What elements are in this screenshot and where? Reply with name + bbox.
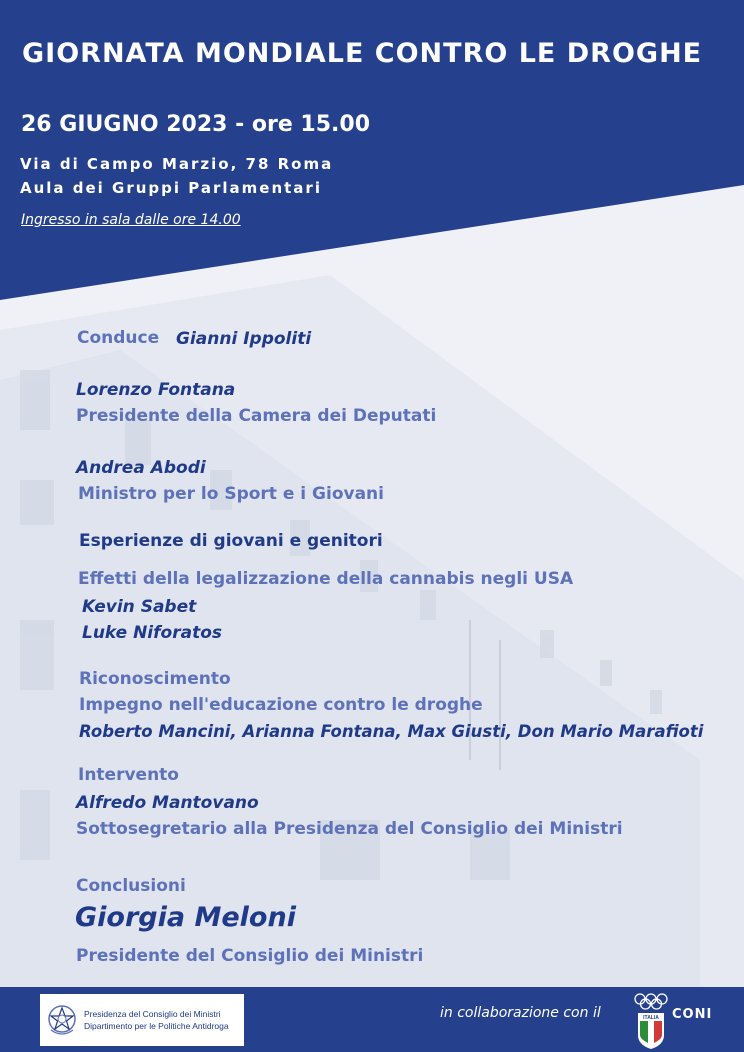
- italian-emblem-icon: [46, 1000, 78, 1040]
- conclusion-name: Giorgia Meloni: [75, 902, 296, 933]
- host-name: Gianni Ippoliti: [176, 329, 312, 349]
- government-logo: [40, 994, 244, 1046]
- speaker-name: Alfredo Mantovano: [76, 793, 259, 813]
- host-label: Conduce: [77, 328, 160, 348]
- footer-bar: [0, 987, 744, 1052]
- speaker-name: Kevin Sabet: [82, 597, 197, 617]
- experiences-item: Esperienze di giovani e genitori: [79, 531, 383, 551]
- coni-label: CONI: [672, 1007, 713, 1022]
- speaker-name: Andrea Abodi: [76, 458, 206, 478]
- event-date-time: 26 GIUGNO 2023 - ore 15.00: [21, 112, 371, 137]
- award-label: Riconoscimento: [79, 669, 231, 689]
- coni-small-label: ITALIA: [643, 1015, 659, 1021]
- event-title: GIORNATA MONDIALE CONTRO LE DROGHE: [22, 38, 703, 69]
- collaboration-text: in collaborazione con il: [440, 1005, 601, 1021]
- speaker-role: Sottosegretario alla Presidenza del Consiglio dei Ministri: [76, 819, 623, 839]
- speaker-role: Presidente della Camera dei Deputati: [76, 406, 437, 426]
- speaker-role: Ministro per lo Sport e i Giovani: [78, 484, 384, 504]
- org-name-line1: Presidenza del Consiglio dei Ministri: [84, 1009, 221, 1019]
- conclusion-label: Conclusioni: [76, 876, 186, 896]
- award-topic: Impegno nell'educazione contro le droghe: [79, 695, 483, 715]
- speaker-name: Lorenzo Fontana: [76, 380, 236, 400]
- org-name-line2: Dipartimento per le Politiche Antidroga: [84, 1021, 229, 1031]
- entry-note: Ingresso in sala dalle ore 14.00: [21, 212, 241, 228]
- award-recipients: Roberto Mancini, Arianna Fontana, Max Giusti, Don Mario Marafioti: [79, 722, 704, 741]
- venue-address: Via di Campo Marzio, 78 Roma: [20, 155, 334, 173]
- coni-logo: [633, 991, 669, 1051]
- speaker-name: Luke Niforatos: [82, 623, 222, 643]
- cannabis-topic: Effetti della legalizzazione della cannabis negli USA: [78, 569, 574, 589]
- conclusion-role: Presidente del Consiglio dei Ministri: [76, 946, 424, 966]
- speech-label: Intervento: [78, 765, 179, 785]
- venue-room: Aula dei Gruppi Parlamentari: [20, 179, 322, 197]
